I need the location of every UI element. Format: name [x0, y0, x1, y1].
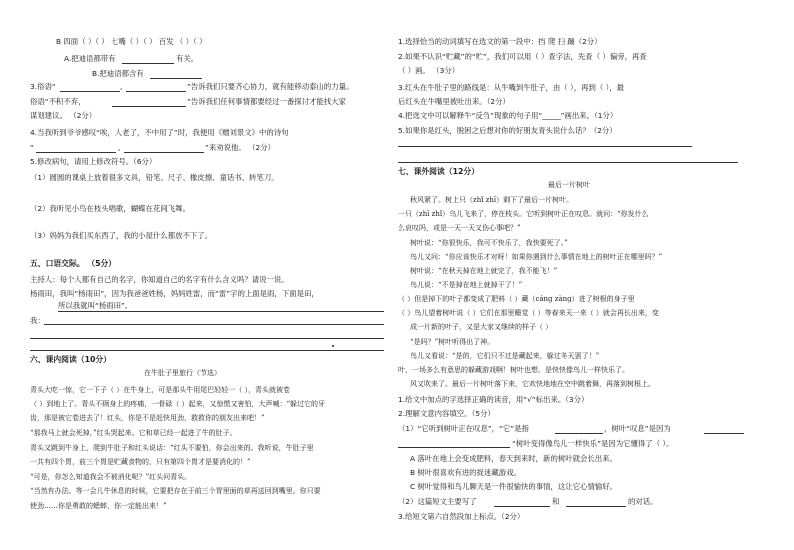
answer-blank[interactable]	[555, 433, 603, 434]
passage-line: 齿，那是被它卷进去了！红头，你是不是赶快用劲，救救你的朋友出来吧！”	[30, 414, 265, 422]
story-line: 叶，一场多么有意思的躲藏游戏啊！树叶也想，是快快像鸟儿一样快乐了。	[398, 366, 629, 374]
r-question-3: 3.红头在牛肚子里的路线是：从牛嘴到牛肚子，由（ ），再到（ ），最	[398, 83, 625, 92]
answer-blank[interactable]	[122, 63, 174, 64]
story-line: 么哀叹吗，或是一天一天又伤心事吧？”	[398, 224, 521, 232]
idiom-line: B 四面（ ）（ ） 七嘴（ ）（ ） 百发 （ ）（ ）	[56, 37, 207, 46]
r-task-2-1b: ，树叶“叹息”是因为	[604, 424, 671, 433]
option-a: A 落叶在地上会变成肥料，春天到来时，新的树叶就会长出来。	[410, 454, 617, 463]
r-task-1: 1.给文中加点的字选择正确的读音，用“√”标出来。（3分）	[398, 395, 589, 404]
answer-blank[interactable]	[150, 78, 202, 79]
r-question-1: 1.选择恰当的动词填写在选文的第一段中：挡 爬 扫 蹦（2分）	[398, 37, 602, 46]
example-line2: 所以我就叫“杨雨田”。	[58, 301, 133, 310]
divider	[398, 162, 738, 163]
answer-blank[interactable]	[126, 91, 186, 92]
q5-sentence-2: （2）我听见小鸟在枝头唱歌，蝴蝶在花间飞舞。	[30, 204, 190, 213]
answer-line[interactable]	[398, 146, 692, 147]
answer-line[interactable]	[30, 338, 384, 339]
q3-label: 3.俗语“	[30, 82, 56, 91]
r-task-2-1: （1）“它听到树叶正在叹息”，“它”是指	[398, 424, 529, 433]
answer-line[interactable]	[44, 324, 384, 325]
story-line: 鸟儿又看说：“是的，它们只不过是藏起来，躲过冬天罢了！”	[410, 352, 600, 360]
passage-line: 青头大吃一惊，它一下子（ ）在牛身上，可是那头牛用尾巴轻轻一（ ），青头就被卷	[30, 386, 290, 394]
passage-line: “可是，你怎么知道我会不被消化呢？”红头问青头。	[30, 473, 192, 481]
example-line1: 杨雨田，我叫“杨雨田”，因为我爸爸姓杨，妈妈姓雷，而“雷”字的上面是雨，下面是田，	[30, 289, 319, 298]
passage-title: 在牛肚子里旅行（节选）	[144, 369, 221, 377]
story-line: 成一片新的叶子，又是大家又继续的样子（ ）	[410, 323, 553, 331]
quote-mark: “	[30, 143, 34, 152]
passage-line: （ ）到地上了。青头不顾身上的疼痛，一骨碌（ ）起来，又惊慌又害怕，大声喊：“躲过它的牙	[30, 400, 326, 408]
story-line: 树叶说：“你很快乐，我可不快乐了，我快要死了。”	[410, 239, 568, 247]
divider	[30, 350, 384, 351]
host-prompt: 主持人：每个人都有自己的名字，你知道自己的名字有什么含义吗？请说一说。	[30, 275, 289, 284]
passage-line: 使劲……你是勇敢的蟋蟀，你一定能出来！”	[30, 502, 167, 510]
story-line: 一只（zhī zhǐ）乌儿飞来了，停在枝头。它听到树叶正在叹息。就问：“你发什么	[398, 210, 649, 218]
story-line: （ ）但是掉下的叶子都变成了肥料（ ）藏（cáng zàng）进了树根的身子里	[398, 295, 635, 303]
q3-line2: 俗语“不积不弃，	[30, 97, 86, 106]
passage-line: 一共有四个胃，前三个胃是贮藏食物的，只有第四个胃才是要消化的！”	[30, 458, 251, 466]
section-7-title: 七、课外阅读（12分）	[398, 167, 480, 176]
passage-line: “当然有办法。等一会儿牛休息的时候，它要把存在于前三个胃里面的草再送回到嘴里。你只要	[30, 487, 321, 495]
option-b: B 树叶很喜欢有进的捉迷藏游戏。	[410, 468, 521, 477]
section-6-title: 六、课内阅读（10分）	[30, 355, 112, 364]
answer-blank[interactable]	[704, 433, 744, 434]
story-line: 鸟儿说：“不是掉在地上就掉干了！”	[410, 281, 523, 289]
r-task-2-3: （2）这篇短文主要写了	[398, 497, 477, 506]
q3-line2-tail: ”告诉我们任何事情都要经过一番探讨才能找大家	[187, 97, 347, 106]
story-title: 最后一片树叶	[548, 181, 590, 189]
story-line: （ ）鸟儿望着树叶说（ ）它们在那里睡觉（ ）等春来天一来（ ）就会再长出来，变	[398, 309, 659, 317]
comma: ,	[118, 143, 121, 152]
q4-line1: 4.当我听到爷爷感叹“唉，人老了，不中用了”时，我便用《赠刘景文》中的诗句	[30, 128, 289, 137]
question-2a: A.把迪语都带有	[64, 54, 116, 63]
answer-blank[interactable]	[398, 447, 510, 448]
q3-line3: 谋划建议。 （2分）	[30, 111, 97, 120]
option-c: C 树叶觉得和鸟儿聊天是一件很愉快的事情，这让它心情愉好。	[410, 482, 618, 491]
my-answer-label: 我：	[30, 316, 45, 325]
answer-blank[interactable]	[494, 506, 550, 507]
underline	[58, 311, 384, 312]
r-task-2-3-tail: 的对话。	[628, 497, 658, 506]
dot	[332, 345, 334, 347]
r-question-2: 2.如果不认识“贮藏”的“贮”，我们可以用（ ）查字法，先查（ ）偏旁，再查	[398, 52, 647, 61]
section-5-title: 五、口语交际。 （5分）	[30, 259, 117, 268]
r-question-2b: （ ）画。 （3分）	[398, 66, 460, 75]
r-task-2-2: “树叶变得像鸟儿一样快乐”是因为它懂得了（ ）。	[512, 439, 674, 448]
answer-blank[interactable]	[566, 506, 626, 507]
r-question-5: 5.如果你是红头，脱困之后想对你的好朋友青头说什么话？（2分）	[398, 126, 617, 135]
answer-blank[interactable]	[124, 152, 204, 153]
q5-sentence-1: （1）圆圆的课桌上放着很多文具，铅笔、尺子、橡皮擦、童话书、转笔刀。	[30, 173, 279, 182]
story-line: 鸟儿又问：“你应该快乐才对呀！如果你遇到什么事情在地上的树叶正在哪里吗？”	[410, 253, 663, 261]
question-2a-tail: 有关。	[176, 54, 199, 63]
answer-blank[interactable]	[60, 91, 120, 92]
passage-line: “那我马上就会死掉，”红头哭起来。它和草已经一起进了牛的肚子。	[30, 429, 237, 437]
r-task-3: 3.给短文第六自然段加上标点。（2分）	[398, 512, 525, 521]
r-task-2: 2.理解文意内容填空。（5分）	[398, 409, 495, 418]
answer-blank[interactable]	[112, 106, 186, 107]
answer-blank[interactable]	[36, 152, 116, 153]
story-line: 秋风紧了。树上只（zhǐ zhī）剩下了最后一片树叶。	[410, 196, 574, 204]
q5-title: 5.修改病句，请用上修改符号。（6分）	[30, 157, 157, 166]
q5-sentence-3: （3）妈妈为我们买东西了，我的小屋什么都放不下了。	[30, 231, 213, 240]
question-2b: B.把迪语都含有	[92, 69, 144, 78]
q4-line2-tail: ”来劝说他。 （2分）	[205, 143, 276, 152]
r-question-4: 4.把选文中可以解释牛“反刍”现象的句子用“_____”画出来。（1分）	[398, 111, 618, 120]
passage-line: 青头又跳到牛身上，爬到牛肚子和红头说话：“红头不要怕，你会出来的。我听说，牛肚子里	[30, 444, 314, 452]
comma: ,	[120, 82, 123, 91]
story-line: 风又吹来了。最后一片树叶落下来，它欢快地地在空中跳着舞，再落到树根上。	[410, 380, 655, 388]
r-question-3b: 后红头在牛嘴里被吐出来。（2分）	[398, 97, 510, 106]
story-line: 树叶说：“在秋天掉在地上就完了，我不能飞！”	[410, 267, 558, 275]
and: 和	[552, 497, 560, 506]
q3-text: ”告诉我们只要齐心协力，就有能移动泰山的力量。	[187, 82, 354, 91]
story-line: “是吗？”树叶听得出了神。	[410, 338, 495, 346]
